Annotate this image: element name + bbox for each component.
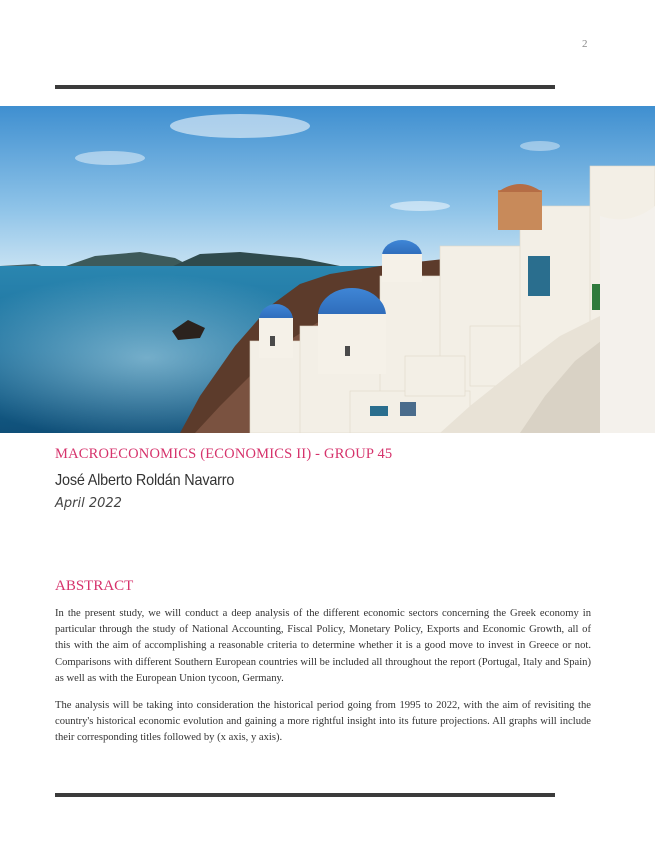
abstract-paragraph: The analysis will be taking into consideration the historical period going from 1995 to 2022, with the aim of revisiting the country's historical economic evolution and gaining a more rightful insight into its future projections. All graphs will include their corresponding titles followed by (x axis, y axis). <box>55 700 591 744</box>
author-name: José Alberto Roldán Navarro <box>55 472 235 489</box>
page-number: 2 <box>582 38 588 50</box>
document-title: MACROECONOMICS (ECONOMICS II) - GROUP 45 <box>55 446 393 462</box>
top-divider <box>55 85 555 89</box>
bottom-divider <box>55 793 555 797</box>
header-image <box>0 106 655 433</box>
abstract-paragraph: In the present study, we will conduct a deep analysis of the different economic sectors concerning the Greek economy in particular through the study of National Accounting, Fiscal Policy, Monetary Policy, Exports and Economic Growth, all of this with the aim of accomplishing a reasonable criteria to determine whether it is a good move to invest in Greece or not. Comparisons with different Southern European countries will be included all throughout the report (Portugal, Italy and Spain) as well as with the European Union tycoon, Germany. <box>55 608 591 684</box>
santorini-illustration <box>0 106 655 433</box>
document-date: April 2022 <box>55 496 122 511</box>
abstract-heading: ABSTRACT <box>55 578 134 594</box>
